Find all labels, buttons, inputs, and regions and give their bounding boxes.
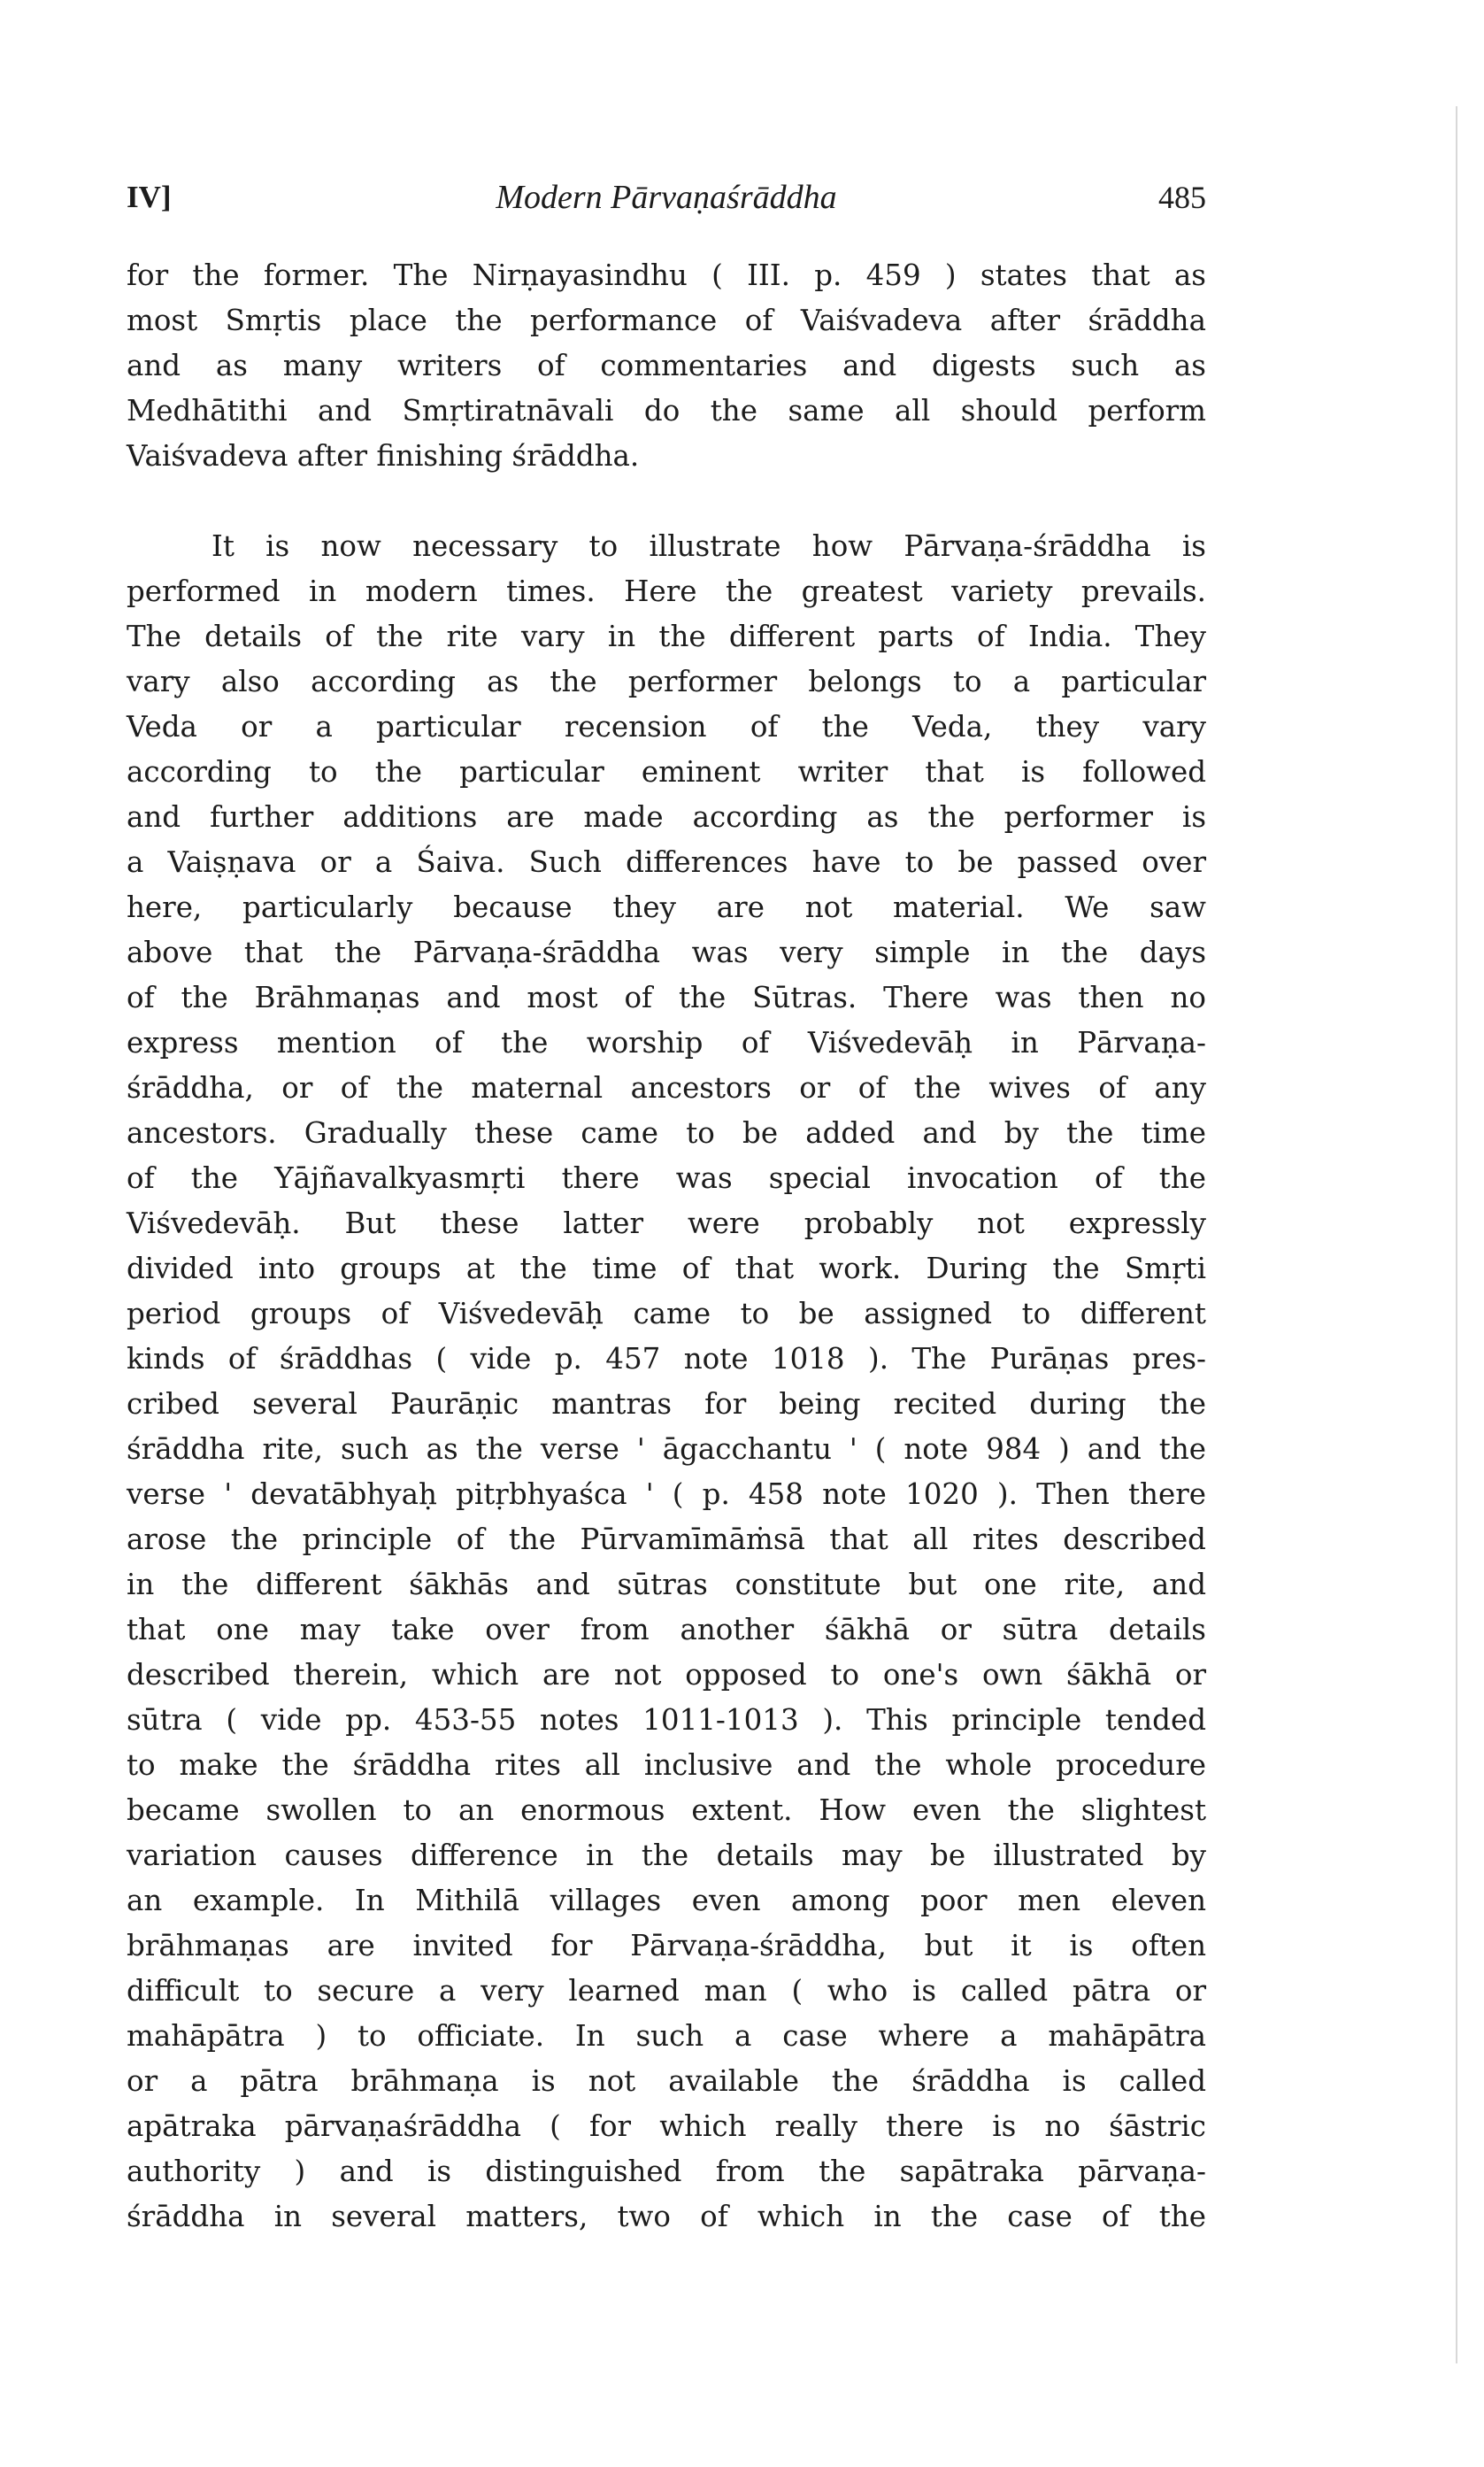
text-line: a Vaiṣṇava or a Śaiva. Such differences have to be passed over (127, 845, 1206, 879)
text-line: here, particularly because they are not material. We saw (127, 890, 1206, 924)
text-line: ancestors. Gradually these came to be added and by the time (127, 1116, 1206, 1150)
page-number: 485 (1158, 180, 1206, 215)
text-line: authority ) and is distinguished from the sapātraka pārvaṇa- (127, 2155, 1206, 2188)
text-line: express mention of the worship of Viśvedevāḥ in Pārvaṇa- (127, 1026, 1206, 1060)
text-line: above that the Pārvaṇa-śrāddha was very simple in the days (127, 936, 1206, 969)
chapter-marker: IV] (127, 180, 172, 214)
text-line: of the Brāhmaṇas and most of the Sūtras. There was then no (127, 981, 1206, 1014)
text-line: mahāpātra ) to officiate. In such a case where a mahāpātra (127, 2019, 1206, 2053)
text-line: śrāddha, or of the maternal ancestors or of the wives of any (127, 1071, 1206, 1105)
text-line: The details of the rite vary in the different parts of India. They (127, 620, 1206, 653)
text-line: brāhmaṇas are invited for Pārvaṇa-śrāddha, but it is often (127, 1929, 1206, 1962)
text-line: divided into groups at the time of that work. During the Smṛti (127, 1252, 1206, 1285)
text-line: most Smṛtis place the performance of Vaiśvadeva after śrāddha (127, 304, 1206, 337)
text-line: verse ' devatābhyaḥ pitṛbhyaśca ' ( p. 458 note 1020 ). Then there (127, 1477, 1206, 1511)
running-head (127, 173, 1206, 221)
text-line: became swollen to an enormous extent. How even the slightest (127, 1793, 1206, 1827)
text-line: difficult to secure a very learned man ( who is called pātra or (127, 1974, 1206, 2008)
text-line: an example. In Mithilā villages even among poor men eleven (127, 1884, 1206, 1917)
text-line: in the different śākhās and sūtras constitute but one rite, and (127, 1568, 1206, 1601)
page-edge-line (1456, 106, 1457, 2363)
text-line: Veda or a particular recension of the Veda, they vary (127, 710, 1206, 744)
text-line: śrāddha rite, such as the verse ' āgacchantu ' ( note 984 ) and the (127, 1432, 1206, 1466)
text-line: apātraka pārvaṇaśrāddha ( for which really there is no śāstric (127, 2109, 1206, 2143)
text-line: for the former. The Nirṇayasindhu ( III. p. 459 ) states that as (127, 258, 1206, 292)
text-line: and as many writers of commentaries and digests such as (127, 349, 1206, 382)
text-line: period groups of Viśvedevāḥ came to be assigned to different (127, 1297, 1206, 1330)
text-line: sūtra ( vide pp. 453-55 notes 1011-1013 ). This principle tended (127, 1703, 1206, 1737)
text-line: Vaiśvadeva after finishing śrāddha. (127, 439, 640, 473)
text-line: kinds of śrāddhas ( vide p. 457 note 1018 ). The Purāṇas pres- (127, 1342, 1206, 1376)
text-line: It is now necessary to illustrate how Pārvaṇa-śrāddha is (211, 529, 1206, 563)
text-line: cribed several Paurāṇic mantras for being recited during the (127, 1387, 1206, 1421)
text-line: of the Yājñavalkyasmṛti there was special invocation of the (127, 1161, 1206, 1195)
body-text (127, 253, 1206, 2240)
paragraph-gap (127, 479, 1206, 524)
text-line: Viśvedevāḥ. But these latter were probably not expressly (127, 1207, 1206, 1240)
text-line: performed in modern times. Here the greatest variety prevails. (127, 574, 1206, 608)
text-line: and further additions are made according as the performer is (127, 800, 1206, 834)
text-line: according to the particular eminent writer that is followed (127, 755, 1206, 789)
text-line: that one may take over from another śākhā or sūtra details (127, 1613, 1206, 1646)
text-line: or a pātra brāhmaṇa is not available the śrāddha is called (127, 2064, 1206, 2098)
text-line: described therein, which are not opposed to one's own śākhā or (127, 1658, 1206, 1692)
text-line: Medhātithi and Smṛtiratnāvali do the same all should perform (127, 394, 1206, 428)
text-line: śrāddha in several matters, two of which in the case of the (127, 2200, 1206, 2233)
text-line: vary also according as the performer belongs to a particular (127, 665, 1206, 698)
paragraph (127, 524, 1206, 2240)
running-title: Modern Pārvaṇaśrāddha (496, 179, 837, 216)
text-line: variation causes difference in the details may be illustrated by (127, 1839, 1206, 1872)
paragraph (127, 253, 1206, 479)
text-line: to make the śrāddha rites all inclusive and the whole procedure (127, 1748, 1206, 1782)
text-line: arose the principle of the Pūrvamīmāṁsā that all rites described (127, 1523, 1206, 1556)
